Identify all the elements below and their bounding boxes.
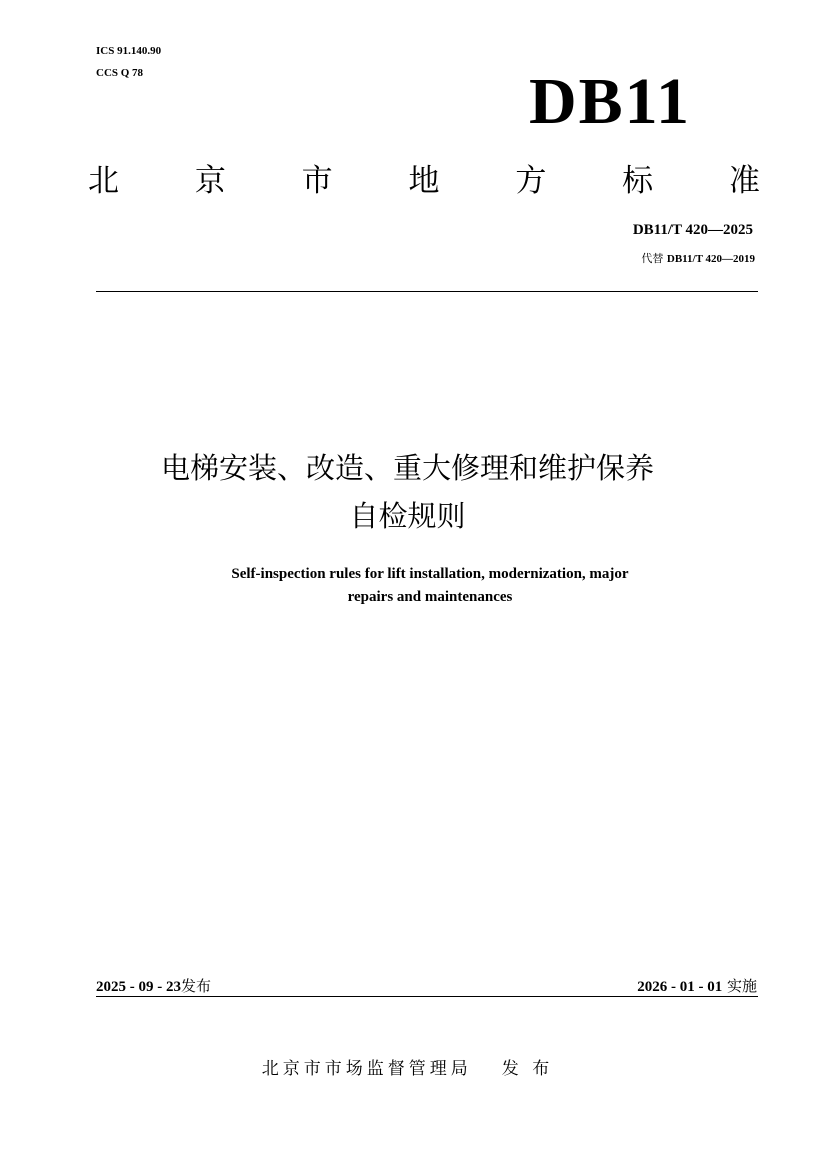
standard-type-char: 标 [622, 163, 654, 199]
classification-codes [96, 40, 161, 84]
publish-label: 发布 [181, 977, 212, 995]
issuer-action: 发 布 [501, 1059, 554, 1079]
top-divider [96, 291, 758, 292]
standard-number: DB11/T 420—2025 [632, 222, 753, 238]
ccs-code: CCS Q 78 [96, 67, 144, 79]
title-chinese-line1: 电梯安装、改造、重大修理和维护保养 [160, 451, 654, 485]
effective-date-line [637, 975, 757, 996]
bottom-divider [96, 996, 758, 997]
standard-type-char: 市 [301, 163, 333, 199]
publish-date-line [96, 975, 211, 996]
standard-type-char: 地 [408, 163, 440, 199]
standard-type-char: 准 [728, 163, 760, 199]
ics-code: ICS 91.140.90 [96, 45, 162, 57]
replaces-number: DB11/T 420—2019 [666, 253, 755, 265]
standard-logo: DB11 [528, 65, 691, 138]
standard-type-char: 方 [515, 163, 547, 199]
title-chinese [0, 444, 815, 540]
standard-type-char: 京 [194, 163, 226, 199]
publish-date: 2025 - 09 - 23 [96, 979, 181, 995]
effective-label: 实施 [726, 977, 757, 995]
title-english [100, 563, 760, 609]
replaces-label: 代替 [641, 252, 664, 265]
replaces-line [641, 250, 755, 266]
title-english-line1: Self-inspection rules for lift installation, modernization, major [231, 566, 629, 582]
standard-type [88, 158, 760, 204]
title-english-line2: repairs and maintenances [347, 589, 513, 605]
issuer-line [0, 1054, 815, 1079]
issuer-name: 北京市市场监督管理局 [261, 1059, 472, 1079]
effective-date: 2026 - 01 - 01 [637, 979, 723, 995]
title-chinese-line2: 自检规则 [349, 499, 466, 533]
standard-type-char: 北 [88, 163, 119, 199]
